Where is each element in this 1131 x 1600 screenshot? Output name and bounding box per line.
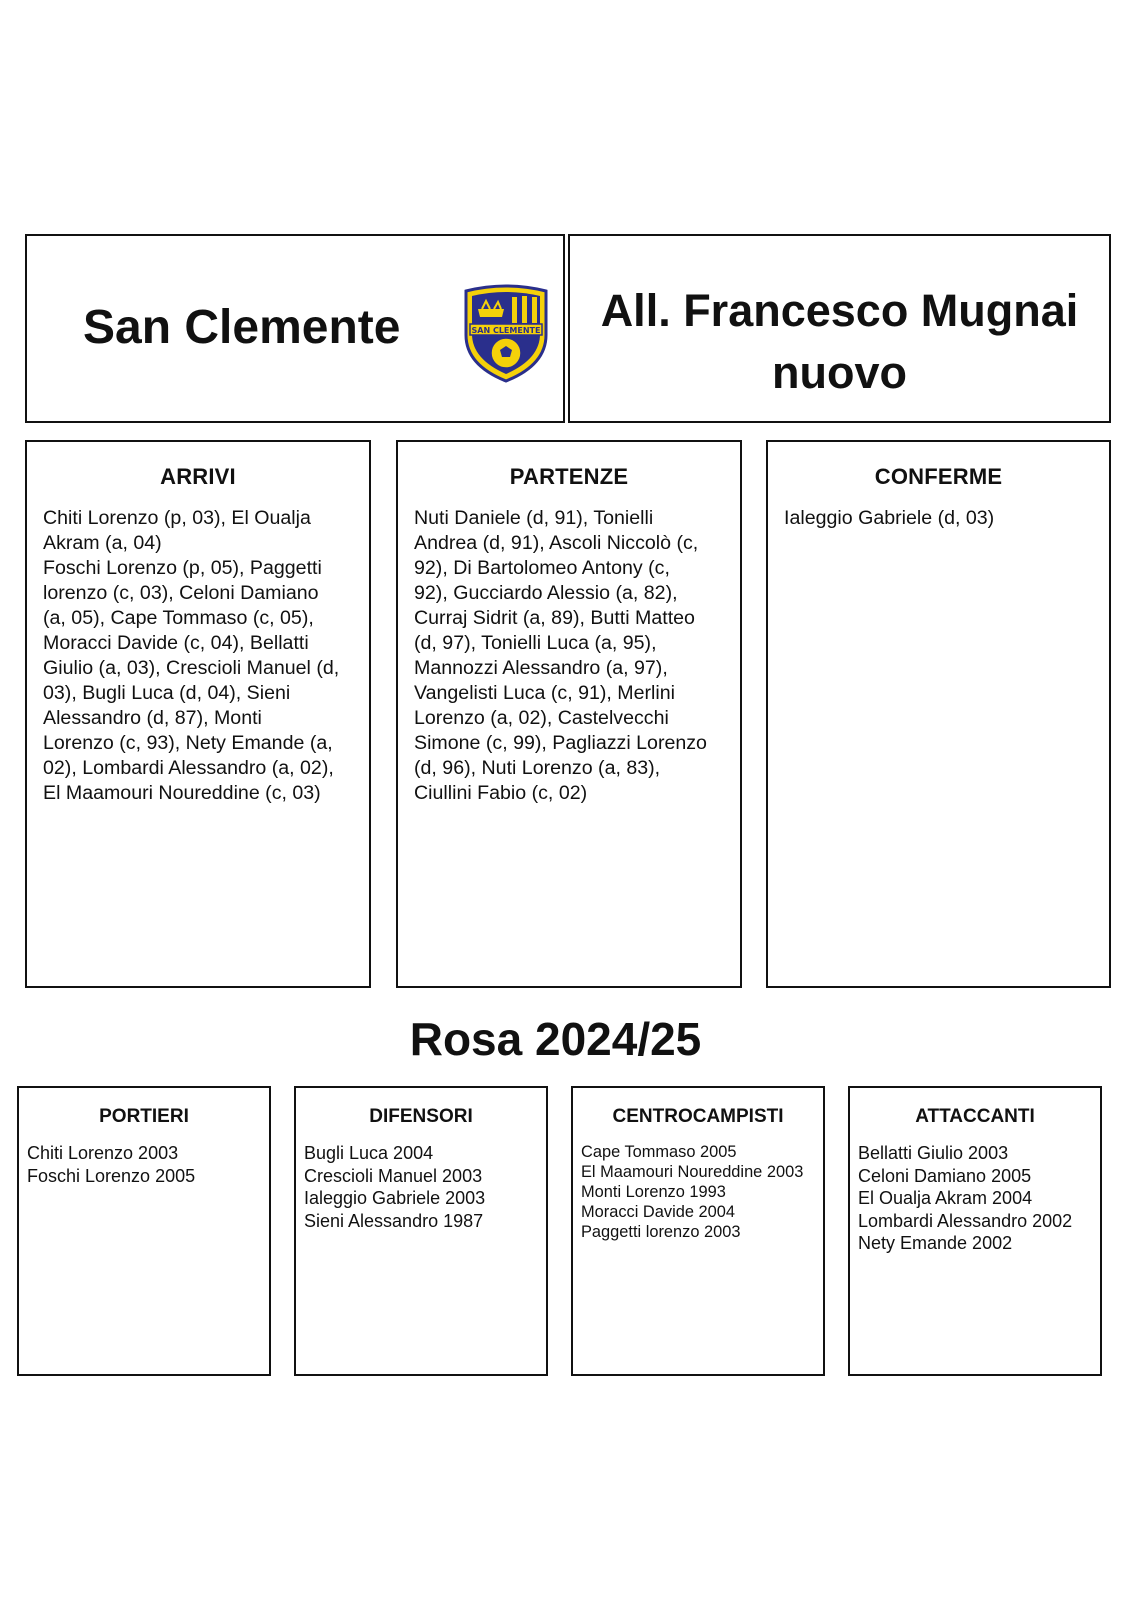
conferme-panel — [766, 440, 1111, 988]
centrocampisti-title: CENTROCAMPISTI — [612, 1106, 784, 1127]
player-item: Monti Lorenzo 1993 — [581, 1183, 726, 1201]
coach-status: nuovo — [772, 347, 907, 398]
partenze-list: Nuti Daniele (d, 91), Tonielli Andrea (d, 91), Ascoli Niccolò (c, 92), Di Bartolomeo Antony (c, 92), Gucciardo Alessio (a, 82), Curraj Sidrit (a, 89), Butti Matteo (d, 97), Tonielli Luca (a, 95), Mannozzi Alessandro (a, 97), Vangelisti Luca (c, 91), Merlini Lorenzo (a, 02), Castelvecchi Simone (c, 99), Pagliazzi Lorenzo (d, 96), Nuti Lorenzo (a, 83), Ciullini Fabio (c, 02) — [414, 507, 707, 804]
player-item: Celoni Damiano 2005 — [858, 1165, 1032, 1186]
player-item: Bugli Luca 2004 — [304, 1143, 434, 1163]
team-header — [25, 234, 565, 423]
rosa-title: Rosa 2024/25 — [409, 1013, 702, 1065]
arrivi-list: Chiti Lorenzo (p, 03), El Oualja Akram (a, 04) Foschi Lorenzo (p, 05), Paggetti lorenzo (c, 03), Celoni Damiano (a, 05), Cape Tommaso (c, 05), Moracci Davide (c, 04), Bellatti Giulio (a, 03), Crescioli Manuel (d, 03), Bugli Luca (d, 04), Sieni Alessandro (d, 87), Monti Lorenzo (c, 93), Nety Emande (a, 02), Lombardi Alessandro (a, 02), El Maamouri Noureddine (c, 03) — [43, 507, 340, 804]
difensori-list — [304, 1142, 542, 1232]
partenze-panel — [396, 440, 742, 988]
team-name: San Clemente — [83, 301, 401, 354]
player-item: Crescioli Manuel 2003 — [304, 1165, 483, 1186]
arrivi-panel — [25, 440, 371, 988]
player-item: Ialeggio Gabriele 2003 — [304, 1188, 486, 1208]
partenze-title: PARTENZE — [509, 464, 629, 489]
crest-text: SAN CLEMENTE — [471, 326, 541, 335]
player-item: Lombardi Alessandro 2002 — [858, 1210, 1073, 1231]
conferme-list: Ialeggio Gabriele (d, 03) — [784, 507, 995, 529]
team-crest-logo — [460, 283, 552, 383]
player-item: Foschi Lorenzo 2005 — [27, 1165, 196, 1186]
coach-info — [570, 280, 1109, 404]
player-item: Sieni Alessandro 1987 — [304, 1210, 484, 1231]
portieri-title: PORTIERI — [99, 1106, 189, 1127]
centrocampisti-panel — [571, 1086, 825, 1376]
player-item: Nety Emande 2002 — [858, 1233, 1013, 1253]
coach-name: All. Francesco Mugnai — [600, 285, 1079, 336]
difensori-title: DIFENSORI — [369, 1106, 473, 1127]
player-item: Chiti Lorenzo 2003 — [27, 1143, 179, 1163]
portieri-list — [27, 1142, 265, 1187]
centrocampisti-list — [581, 1142, 819, 1242]
attaccanti-list — [858, 1142, 1096, 1255]
player-item: El Maamouri Noureddine 2003 — [581, 1163, 804, 1181]
arrivi-title: ARRIVI — [160, 464, 236, 489]
player-item: Bellatti Giulio 2003 — [858, 1143, 1009, 1163]
player-item: Paggetti lorenzo 2003 — [581, 1223, 741, 1241]
player-item: Moracci Davide 2004 — [581, 1203, 735, 1221]
coach-header — [568, 234, 1111, 423]
portieri-panel — [17, 1086, 271, 1376]
player-item: Cape Tommaso 2005 — [581, 1143, 737, 1161]
difensori-panel — [294, 1086, 548, 1376]
attaccanti-panel — [848, 1086, 1102, 1376]
attaccanti-title: ATTACCANTI — [915, 1106, 1035, 1127]
conferme-title: CONFERME — [874, 464, 1003, 489]
player-item: El Oualja Akram 2004 — [858, 1188, 1033, 1208]
